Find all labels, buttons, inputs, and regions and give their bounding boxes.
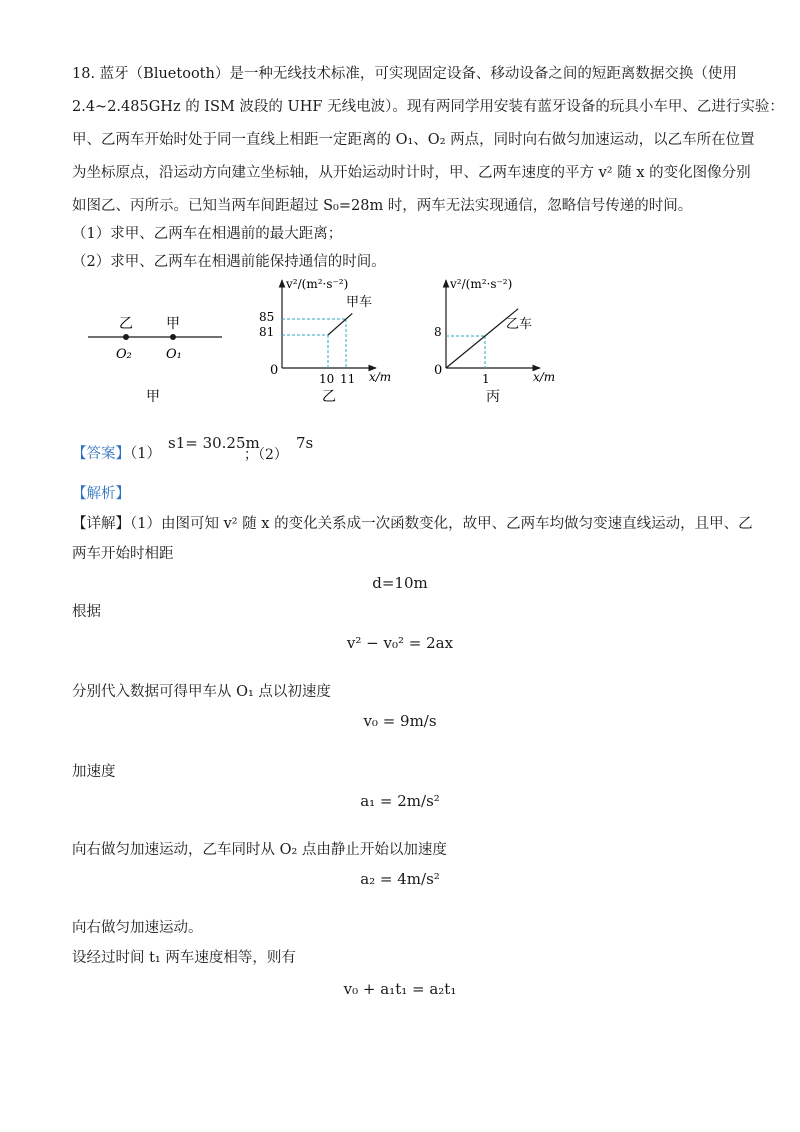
answer-tag: 【答案】 bbox=[72, 446, 130, 462]
series-label-jia: 甲车 bbox=[346, 295, 373, 310]
equation-kinematic: v² − v₀² = 2ax bbox=[346, 634, 454, 652]
figure-jia bbox=[88, 316, 222, 405]
point-o1 bbox=[170, 334, 176, 340]
rightward-text-1: 向右做匀加速运动，乙车同时从 O₂ 点由静止开始以加速度 bbox=[72, 842, 447, 858]
car-jia-label: 甲 bbox=[166, 316, 180, 332]
y-tick-85: 85 bbox=[259, 310, 275, 324]
question-line-2: 2.4~2.485GHz 的 ISM 波段的 UHF 无线电波）。现有两同学用安装有蓝牙设备的玩具小车甲、乙进行实验： bbox=[72, 99, 784, 115]
question-line-5: 如图乙、丙所示。已知当两车间距超过 S₀=28m 时，两车无法实现通信，忽略信号传递的时间。 bbox=[72, 198, 693, 214]
equation-t1: v₀ + a₁t₁ = a₂t₁ bbox=[343, 980, 457, 998]
point-o2 bbox=[123, 334, 129, 340]
answer-part1: （1） bbox=[130, 446, 161, 462]
figure-bing bbox=[434, 277, 555, 405]
x-tick-1: 1 bbox=[482, 372, 490, 386]
equation-v0: v₀ = 9m/s bbox=[363, 712, 437, 730]
answer-value-2: 7s bbox=[296, 434, 314, 452]
x-axis-label: x/m bbox=[369, 370, 392, 384]
detail-text-1: （1）由图可知 v² 随 x 的变化关系成一次函数变化，故甲、乙两车均做匀变速直线运动，且甲、乙 bbox=[130, 516, 753, 532]
rightward-text-2: 向右做匀加速运动。 bbox=[72, 920, 203, 936]
y-axis-label: v²/(m²·s⁻²) bbox=[450, 277, 513, 291]
figure-yi bbox=[259, 277, 391, 405]
series-label-yi: 乙车 bbox=[506, 317, 533, 332]
detail-line-1 bbox=[72, 514, 753, 534]
according-text: 根据 bbox=[72, 604, 101, 620]
let-time-text: 设经过时间 t₁ 两车速度相等，则有 bbox=[72, 950, 296, 966]
y-axis-label: v²/(m²·s⁻²) bbox=[286, 277, 349, 291]
series-line-jia bbox=[328, 313, 352, 335]
series-jia-marks bbox=[282, 313, 352, 368]
equation-a1: a₁ = 2m/s² bbox=[360, 792, 440, 810]
y-tick-81: 81 bbox=[259, 325, 275, 339]
x-tick-11: 11 bbox=[340, 372, 356, 386]
question-line-3: 甲、乙两车开始时处于同一直线上相距一定距离的 O₁、O₂ 两点，同时向右做匀加速运动，以乙车所在位置 bbox=[72, 132, 755, 148]
sub-question-1: （1）求甲、乙两车在相遇前的最大距离； bbox=[72, 226, 343, 242]
origin-label: 0 bbox=[434, 363, 443, 378]
o2-label: O₂ bbox=[116, 347, 132, 362]
analysis-tag: 【解析】 bbox=[72, 486, 130, 502]
detail-line-2: 两车开始时相距 bbox=[72, 546, 174, 562]
figure-bing-caption: 丙 bbox=[486, 389, 500, 405]
equation-a2: a₂ = 4m/s² bbox=[360, 870, 440, 888]
y-tick-8: 8 bbox=[434, 325, 442, 339]
detail-tag: 【详解】 bbox=[72, 516, 130, 532]
origin-label: 0 bbox=[270, 363, 279, 378]
acceleration-text: 加速度 bbox=[72, 764, 116, 780]
figure-group bbox=[0, 270, 800, 410]
x-axis-label: x/m bbox=[533, 370, 556, 384]
figure-jia-caption: 甲 bbox=[146, 389, 160, 405]
equation-d: d=10m bbox=[372, 574, 428, 592]
figure-yi-caption: 乙 bbox=[322, 389, 336, 405]
x-tick-10: 10 bbox=[319, 372, 335, 386]
answer-value-1: s1= 30.25m bbox=[168, 434, 260, 452]
car-yi-label: 乙 bbox=[119, 316, 133, 332]
o1-label: O₁ bbox=[166, 347, 182, 362]
sub-question-2: （2）求甲、乙两车在相遇前能保持通信的时间。 bbox=[72, 254, 386, 270]
question-line-1: 18. 蓝牙（Bluetooth）是一种无线技术标准，可实现固定设备、移动设备之间的短距离数据交换（使用 bbox=[72, 66, 737, 82]
question-line-4: 为坐标原点，沿运动方向建立坐标轴，从开始运动时计时，甲、乙两车速度的平方 v² 随 x 的变化图像分别 bbox=[72, 165, 751, 181]
answer-separator: ；（2） bbox=[244, 447, 288, 463]
substitute-text: 分别代入数据可得甲车从 O₁ 点以初速度 bbox=[72, 684, 331, 700]
